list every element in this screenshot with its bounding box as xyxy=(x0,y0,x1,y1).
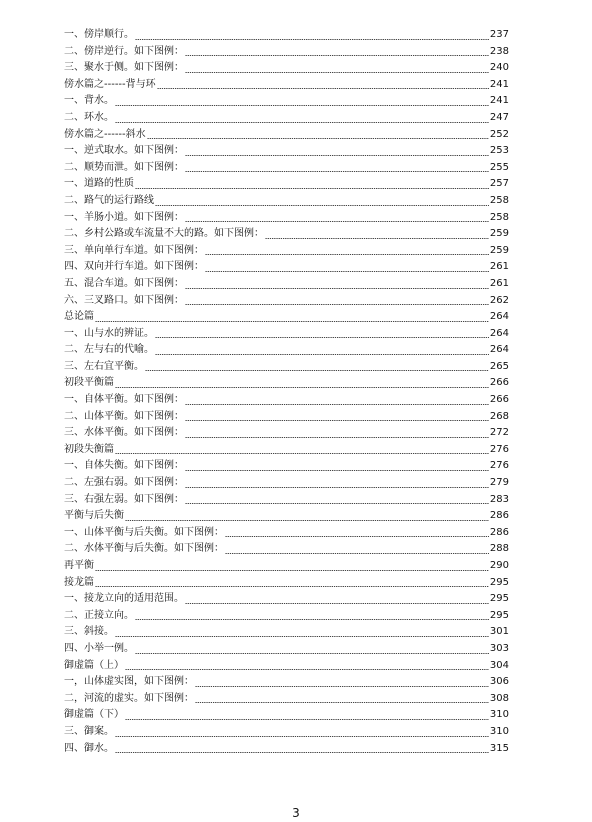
dot-leader xyxy=(115,752,489,753)
dot-leader xyxy=(135,188,489,189)
dot-leader xyxy=(225,553,489,554)
dot-leader xyxy=(115,105,489,106)
dot-leader xyxy=(185,171,489,172)
dot-leader xyxy=(115,736,489,737)
toc-entry[interactable] xyxy=(64,608,509,625)
toc-entry[interactable] xyxy=(64,110,509,127)
toc-entry-title: 二、水体平衡与后失衡。如下图例： xyxy=(64,543,224,555)
dot-leader xyxy=(225,536,489,537)
toc-entry[interactable] xyxy=(64,210,509,227)
toc-entry-page: 252 xyxy=(489,128,509,140)
toc-entry-page: 295 xyxy=(489,576,509,588)
toc-entry-page: 279 xyxy=(489,477,509,489)
toc-entry[interactable] xyxy=(64,741,509,758)
toc-entry[interactable] xyxy=(64,591,509,608)
toc-entry[interactable] xyxy=(64,658,509,675)
toc-entry-title: 二、路气的运行路线 xyxy=(64,194,154,206)
toc-entry-title: 四、小举一例。 xyxy=(64,642,134,654)
toc-entry[interactable] xyxy=(64,375,509,392)
toc-entry-page: 310 xyxy=(489,725,509,737)
dot-leader xyxy=(95,586,489,587)
dot-leader xyxy=(185,221,489,222)
toc-entry-page: 257 xyxy=(489,178,509,190)
toc-entry[interactable] xyxy=(64,127,509,144)
dot-leader xyxy=(205,271,489,272)
toc-entry-title: 一，山体虚实图，如下图例： xyxy=(64,676,194,688)
toc-entry-page: 259 xyxy=(489,228,509,240)
toc-entry[interactable] xyxy=(64,44,509,61)
dot-leader xyxy=(155,205,489,206)
toc-entry-page: 286 xyxy=(489,510,509,522)
dot-leader xyxy=(195,686,489,687)
dot-leader xyxy=(115,122,489,123)
toc-entry-page: 310 xyxy=(489,709,509,721)
dot-leader xyxy=(95,321,489,322)
toc-entry[interactable] xyxy=(64,707,509,724)
toc-entry[interactable] xyxy=(64,525,509,542)
toc-entry[interactable] xyxy=(64,458,509,475)
toc-entry-title: 平衡与后失衡 xyxy=(64,510,124,522)
toc-entry-page: 253 xyxy=(489,145,509,157)
toc-entry-title: 初段平衡篇 xyxy=(64,377,114,389)
toc-entry-page: 308 xyxy=(489,692,509,704)
dot-leader xyxy=(147,138,489,139)
toc-entry-title: 二、左强右弱。如下图例： xyxy=(64,477,184,489)
toc-entry-page: 247 xyxy=(489,111,509,123)
toc-entry[interactable] xyxy=(64,226,509,243)
dot-leader xyxy=(115,453,489,454)
toc-entry-title: 二、左与右的代喻。 xyxy=(64,344,154,356)
toc-entry-page: 262 xyxy=(489,294,509,306)
dot-leader xyxy=(115,387,489,388)
toc-entry[interactable] xyxy=(64,193,509,210)
dot-leader xyxy=(185,420,489,421)
dot-leader xyxy=(185,72,489,73)
dot-leader xyxy=(125,719,489,720)
toc-entry-page: 259 xyxy=(489,244,509,256)
page-number: 3 xyxy=(292,806,300,820)
toc-entry[interactable] xyxy=(64,442,509,459)
dot-leader xyxy=(185,603,489,604)
dot-leader xyxy=(125,669,489,670)
dot-leader xyxy=(185,55,489,56)
toc-entry[interactable] xyxy=(64,143,509,160)
toc-entry-title: 三、聚水于侧。如下图例： xyxy=(64,62,184,74)
toc-entry-page: 264 xyxy=(489,327,509,339)
toc-entry-title: 接龙篇 xyxy=(64,576,94,588)
toc-entry[interactable] xyxy=(64,176,509,193)
toc-entry-page: 240 xyxy=(489,62,509,74)
toc-entry-title: 三、水体平衡。如下图例： xyxy=(64,427,184,439)
toc-entry-page: 264 xyxy=(489,344,509,356)
dot-leader xyxy=(185,437,489,438)
toc-entry[interactable] xyxy=(64,309,509,326)
dot-leader xyxy=(155,354,489,355)
toc-entry-title: 一、道路的性质 xyxy=(64,178,134,190)
toc-entry[interactable] xyxy=(64,259,509,276)
toc-entry[interactable] xyxy=(64,674,509,691)
dot-leader xyxy=(155,337,489,338)
toc-entry-title: 四、御水。 xyxy=(64,742,114,754)
toc-entry-page: 265 xyxy=(489,360,509,372)
toc-entry-title: 一、自体失衡。如下图例： xyxy=(64,460,184,472)
toc-entry-title: 二、乡村公路或车流量不大的路。如下图例： xyxy=(64,228,264,240)
toc-entry-page: 276 xyxy=(489,460,509,472)
toc-entry[interactable] xyxy=(64,492,509,509)
toc-entry-page: 268 xyxy=(489,410,509,422)
toc-entry-page: 258 xyxy=(489,211,509,223)
toc-entry-page: 264 xyxy=(489,311,509,323)
toc-entry-page: 295 xyxy=(489,593,509,605)
toc-entry-title: 二、山体平衡。如下图例： xyxy=(64,410,184,422)
toc-entry-title: 三、左右宜平衡。 xyxy=(64,360,144,372)
dot-leader xyxy=(185,487,489,488)
toc-entry-page: 301 xyxy=(489,626,509,638)
toc-entry-page: 266 xyxy=(489,394,509,406)
toc-entry[interactable] xyxy=(64,93,509,110)
toc-entry-title: 一、羊肠小道。如下图例： xyxy=(64,211,184,223)
toc-entry-title: 傍水篇之------背与环 xyxy=(64,78,156,90)
toc-entry-title: 一、山体平衡与后失衡。如下图例： xyxy=(64,526,224,538)
toc-entry-page: 258 xyxy=(489,194,509,206)
toc-entry-title: 三、御案。 xyxy=(64,725,114,737)
dot-leader xyxy=(115,636,489,637)
toc-entry[interactable] xyxy=(64,558,509,575)
toc-entry-title: 御虚篇（上） xyxy=(64,659,124,671)
toc-entry[interactable] xyxy=(64,691,509,708)
dot-leader xyxy=(185,155,489,156)
toc-entry-page: 315 xyxy=(489,742,509,754)
toc-entry[interactable] xyxy=(64,392,509,409)
toc-entry-page: 255 xyxy=(489,161,509,173)
toc-entry[interactable] xyxy=(64,326,509,343)
toc-entry-title: 二、正接立向。 xyxy=(64,609,134,621)
toc-entry-page: 241 xyxy=(489,78,509,90)
toc-entry-title: 再平衡 xyxy=(64,560,94,571)
toc-entry[interactable] xyxy=(64,27,509,44)
toc-entry[interactable] xyxy=(64,359,509,376)
toc-entry-title: 一、傍岸顺行。 xyxy=(64,29,134,40)
toc-entry-title: 一、山与水的辨证。 xyxy=(64,327,154,339)
toc-entry-page: 238 xyxy=(489,45,509,57)
toc-entry-page: 290 xyxy=(489,560,509,571)
toc-entry[interactable] xyxy=(64,508,509,525)
toc-entry-page: 295 xyxy=(489,609,509,621)
toc-entry[interactable] xyxy=(64,160,509,177)
dot-leader xyxy=(125,520,489,521)
dot-leader xyxy=(135,39,489,40)
dot-leader xyxy=(95,570,489,571)
toc-entry-title: 二、顺势而泄。如下图例： xyxy=(64,161,184,173)
toc-entry-page: 261 xyxy=(489,277,509,289)
dot-leader xyxy=(185,503,489,504)
toc-entry[interactable] xyxy=(64,243,509,260)
toc-entry-page: 276 xyxy=(489,443,509,455)
dot-leader xyxy=(135,619,489,620)
toc-entry-title: 一、逆式取水。如下图例： xyxy=(64,145,184,157)
toc-entry-page: 283 xyxy=(489,493,509,505)
toc-entry[interactable] xyxy=(64,475,509,492)
toc-entry-page: 286 xyxy=(489,526,509,538)
toc-entry-title: 四、双向并行车道。如下图例： xyxy=(64,261,204,273)
toc-entry[interactable] xyxy=(64,342,509,359)
toc-entry[interactable] xyxy=(64,641,509,658)
toc-entry[interactable] xyxy=(64,60,509,77)
toc-entry[interactable] xyxy=(64,575,509,592)
toc-entry-title: 三、右强左弱。如下图例： xyxy=(64,493,184,505)
toc-entry-page: 261 xyxy=(489,261,509,273)
dot-leader xyxy=(185,288,489,289)
toc-entry-page: 303 xyxy=(489,642,509,654)
dot-leader xyxy=(185,304,489,305)
toc-entry[interactable] xyxy=(64,724,509,741)
toc-entry-title: 一、接龙立向的适用范围。 xyxy=(64,593,184,605)
toc-entry[interactable] xyxy=(64,624,509,641)
toc-entry-title: 二，河流的虚实。如下图例： xyxy=(64,692,194,704)
toc-entry-title: 一、自体平衡。如下图例： xyxy=(64,394,184,406)
toc-entry[interactable] xyxy=(64,276,509,293)
toc-entry-title: 二、傍岸逆行。如下图例： xyxy=(64,45,184,57)
toc-entry[interactable] xyxy=(64,541,509,558)
toc-entry-title: 六、三叉路口。如下图例： xyxy=(64,294,184,306)
toc-entry-page: 304 xyxy=(489,659,509,671)
toc-entry[interactable] xyxy=(64,77,509,94)
toc-entry-title: 三、单向单行车道。如下图例： xyxy=(64,244,204,256)
dot-leader xyxy=(185,470,489,471)
toc-entry-page: 266 xyxy=(489,377,509,389)
dot-leader xyxy=(157,88,489,89)
toc-entry-title: 三、斜接。 xyxy=(64,626,114,638)
toc-entry-title: 五、混合车道。如下图例： xyxy=(64,277,184,289)
toc-entry-page: 288 xyxy=(489,543,509,555)
toc-entry[interactable] xyxy=(64,425,509,442)
dot-leader xyxy=(185,404,489,405)
dot-leader xyxy=(205,254,489,255)
table-of-contents xyxy=(64,27,509,757)
dot-leader xyxy=(135,653,489,654)
toc-entry-title: 二、环水。 xyxy=(64,111,114,123)
toc-entry-page: 272 xyxy=(489,427,509,439)
dot-leader xyxy=(145,370,489,371)
toc-entry-page: 237 xyxy=(489,29,509,40)
dot-leader xyxy=(265,238,489,239)
toc-entry-title: 一、背水。 xyxy=(64,95,114,107)
toc-entry[interactable] xyxy=(64,409,509,426)
toc-entry-title: 御虚篇（下） xyxy=(64,709,124,721)
toc-entry-page: 306 xyxy=(489,676,509,688)
dot-leader xyxy=(195,702,489,703)
toc-entry[interactable] xyxy=(64,293,509,310)
toc-entry-title: 总论篇 xyxy=(64,311,94,323)
toc-entry-title: 初段失衡篇 xyxy=(64,443,114,455)
toc-entry-title: 傍水篇之------斜水 xyxy=(64,128,146,140)
toc-entry-page: 241 xyxy=(489,95,509,107)
